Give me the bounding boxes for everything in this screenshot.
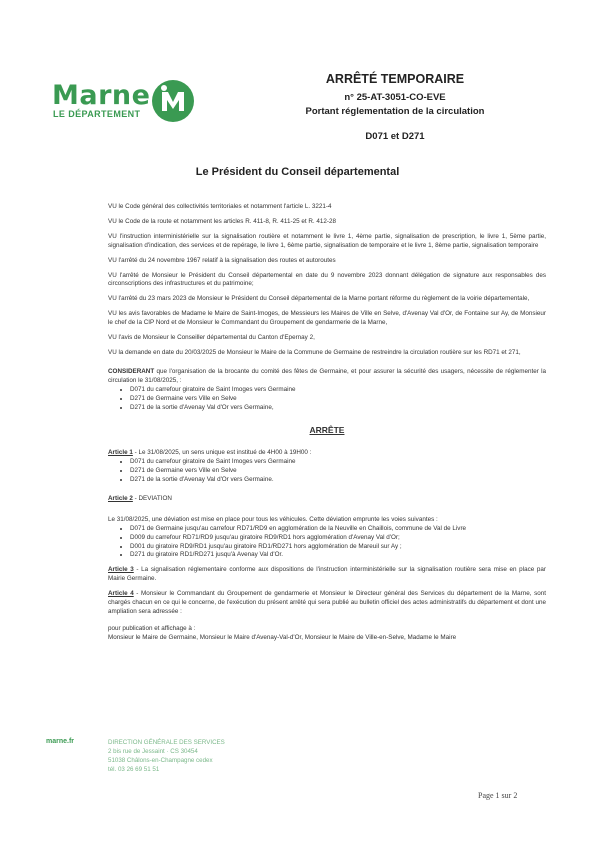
list-item: • D271 de la sortie d'Avenay Val d'Or vers Germaine, — [130, 404, 546, 413]
document-body — [108, 203, 546, 649]
list-item: • D001 du giratoire RD9/RD1 jusqu'au giratoire RD1/RD271 hors agglomération de Mareuil sur Ay ; — [130, 543, 546, 552]
page-footer — [46, 738, 296, 808]
marne-emblem-icon — [150, 78, 196, 124]
article-2-list — [108, 525, 546, 561]
considerant-list — [108, 386, 546, 413]
marne-logo — [52, 80, 202, 130]
article-3-label: Article 3 — [108, 566, 134, 574]
article-4-text: - Monsieur le Commandant du Groupement de gendarmerie et Monsieur le Directeur général des Services du département de la Marne, sont chargés chacun en ce qui le concerne, de l'exécution du présent arrêté qui sera publié au bulletin officiel des actes administratifs du département et dont une ampliation sera adressée : — [108, 590, 546, 615]
vu-paragraph: VU les avis favorables de Madame le Maire de Saint-Imoges, de Messieurs les Maires de Ville en Selve, d'Avenay Val d'Or, de Fontaine sur Ay, de Monsieur le chef de la CIP Nord et de Monsieur le Commandant du Groupement de gendarmerie de la Marne, — [108, 310, 546, 327]
document-number: n° 25-AT-3051-CO-EVE — [344, 92, 446, 103]
article-3 — [108, 566, 546, 584]
vu-paragraph: VU l'arrêté de Monsieur le Président du Conseil départemental en date du 9 novembre 2023 donnant délégation de signature aux responsables des circonscriptions des infrastructures et du patrimoine; — [108, 271, 546, 288]
logo-subtitle: LE DÉPARTEMENT — [53, 109, 141, 119]
document-roads: D071 et D271 — [365, 131, 425, 142]
article-2-text: - DEVIATION — [132, 494, 172, 502]
vu-paragraph: VU l'arrêté du 23 mars 2023 de Monsieur le Président du Conseil départemental de la Marne portant réforme du règlement de la voirie départementale, — [108, 295, 530, 303]
article-1 — [108, 449, 546, 458]
article-2-intro: Le 31/08/2025, une déviation est mise en place pour tous les véhicules. Cette déviation emprunte les voies suivantes : — [108, 515, 438, 523]
article-1-list — [108, 458, 546, 485]
vu-paragraph: VU l'instruction interministérielle sur la signalisation routière et notamment le livre 1, 4ème partie, signalisation de prescription, le livre 1, 5ème partie, signalisation d'indication, des services et de repérage, le livre 1, 6ème partie, signalisation de temporaire et le livre 1, 8ème partie, signalisation temporaire — [108, 232, 546, 249]
footer-line: DIRECTION GÉNÉRALE DES SERVICES — [108, 739, 225, 746]
article-2 — [108, 495, 546, 504]
article-3-text: - La signalisation réglementaire conforme aux dispositions de l'instruction interministérielle sur la signalisation routière sera mise en place par Mairie Germaine. — [108, 566, 546, 583]
article-2-label: Article 2 — [108, 494, 133, 502]
list-item: • D071 du carrefour giratoire de Saint Imoges vers Germaine — [130, 458, 546, 467]
document-subtitle: Portant réglementation de la circulation — [305, 106, 485, 117]
vu-paragraph: VU le Code de la route et notamment les articles R. 411-8, R. 411-25 et R. 412-28 — [108, 217, 336, 225]
footer-line: 2 bis rue de Jessaint · CS 30454 — [108, 748, 198, 755]
considerant-text: que l'organisation de la brocante du comité des fêtes de Germaine, et pour assurer la sécurité des usagers, nécessite de réglementer la circulation le 31/08/2025, : — [108, 367, 547, 384]
list-item: • D009 du carrefour RD71/RD9 jusqu'au giratoire RD9/RD1 hors agglomération d'Avenay Val d'Or; — [130, 534, 546, 543]
footer-address — [108, 738, 225, 774]
publication-paragraph — [108, 625, 546, 643]
vu-paragraph: VU la demande en date du 20/03/2025 de Monsieur le Maire de la Commune de Germaine de restreindre la circulation routière sur les RD71 et 271, — [108, 348, 521, 356]
footer-brand: marne.fr — [46, 738, 75, 745]
vu-paragraph: VU l'avis de Monsieur le Conseiller départemental du Canton d'Epernay 2, — [108, 334, 315, 342]
article-4 — [108, 590, 546, 617]
list-item: • D071 du carrefour giratoire de Saint Imoges vers Germaine — [130, 386, 546, 395]
article-1-label: Article 1 — [108, 449, 133, 457]
list-item: • D071 de Germaine jusqu'au carrefour RD71/RD9 en agglomération de la Neuville en Chaillois, commune de Val de Livre — [130, 525, 546, 534]
vu-paragraph: VU le Code général des collectivités territoriales et notamment l'article L. 3221-4 — [108, 203, 332, 210]
considerant-label: CONSIDERANT — [108, 367, 155, 375]
considerant-paragraph — [108, 368, 546, 386]
president-heading: Le Président du Conseil départemental — [195, 166, 400, 178]
footer-line: tél. 03 26 69 51 51 — [108, 766, 160, 773]
list-item: • D271 du giratoire RD1/RD271 jusqu'à Avenay Val d'Or. — [130, 551, 546, 560]
footer-line: 51038 Châlons-en-Champagne cedex — [108, 757, 213, 764]
list-item: • D271 de Germaine vers Ville en Selve — [130, 467, 546, 476]
article-4-label: Article 4 — [108, 590, 134, 598]
article-1-text: - Le 31/08/2025, un sens unique est institué de 4H00 à 19H00 : — [132, 449, 312, 457]
logo-wordmark: Marne — [52, 80, 151, 111]
document-title: ARRÊTÉ TEMPORAIRE — [325, 72, 465, 86]
list-item: • D271 de la sortie d'Avenay Val d'Or vers Germaine. — [130, 476, 546, 485]
page-number: Page 1 sur 2 — [478, 791, 518, 800]
vu-paragraph: VU l'arrêté du 24 novembre 1967 relatif à la signalisation des routes et autoroutes — [108, 256, 336, 264]
list-item: • D271 de Germaine vers Ville en Selve — [130, 395, 546, 404]
publication-label: pour publication et affichage à : — [108, 624, 196, 632]
publication-text: Monsieur le Maire de Germaine, Monsieur le Maire d'Avenay-Val-d'Or, Monsieur le Maire de Ville-en-Selve, Madame le Maire — [108, 633, 457, 641]
arrete-heading: ARRÊTE — [309, 425, 345, 436]
